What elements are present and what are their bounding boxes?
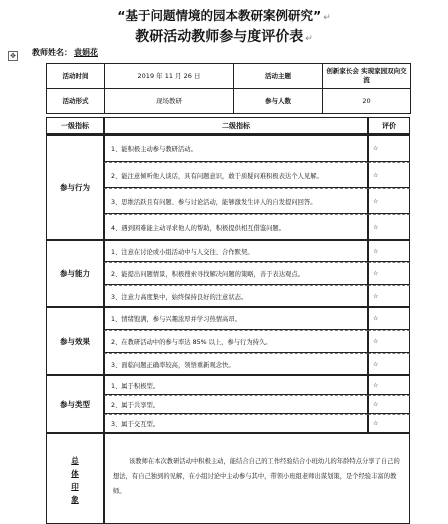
summary-label-char: 体 [71, 469, 79, 478]
rating-star-icon[interactable]: ☆ [368, 135, 410, 162]
teacher-name: 袁娟花 [74, 48, 98, 57]
form-value: 现场教研 [105, 89, 234, 114]
paragraph-mark: ↵ [305, 34, 313, 44]
indicator-item: 3、属于交互型。 [104, 414, 368, 433]
count-value: 20 [323, 89, 411, 114]
group-name: 参与行为 [46, 135, 104, 240]
table-move-handle-icon[interactable]: ✥ [8, 51, 18, 61]
summary-label-char: 总 [71, 456, 79, 465]
rating-star-icon[interactable]: ☆ [368, 353, 410, 375]
topic-value: 创新家长会 实现家园双向交流 [323, 64, 411, 89]
time-label: 活动时间 [47, 64, 105, 89]
indicator-item: 3、面临问题正确率较高，领悟重新观念快。 [104, 353, 368, 375]
topic-label: 活动主题 [234, 64, 323, 89]
indicator-item: 1、情绪饱满，参与兴趣浓厚并学习热情高昂。 [104, 307, 368, 330]
indicator-item: 2、在教研活动中的参与率达 85% 以上，参与行为持久。 [104, 330, 368, 353]
header-level2: 二级指标 [104, 117, 368, 135]
indicator-item: 2、能注意倾听他人谈话，具有问题意识，敢于质疑问难积极表达个人见解。 [104, 162, 368, 188]
indicator-item: 3、注意力高度集中，始终保持良好的注意状态。 [104, 285, 368, 307]
rating-star-icon[interactable]: ☆ [368, 214, 410, 240]
rating-star-icon[interactable]: ☆ [368, 262, 410, 285]
header-level1: 一级指标 [46, 117, 104, 135]
activity-info-table [46, 63, 411, 114]
teacher-label: 教师姓名： [32, 48, 72, 57]
rating-star-icon[interactable]: ☆ [368, 162, 410, 188]
indicator-item: 4、遇到困难能主动寻求他人的帮助，积极提供相互借鉴问题。 [104, 214, 368, 240]
indicator-item: 1、属于积极型。 [104, 375, 368, 395]
document-subtitle: 教研活动教师参与度评价表 ↵ [135, 29, 313, 45]
document-title: “基于问题情境的园本教研案例研究” ↵ [117, 8, 331, 23]
count-label: 参与人数 [234, 89, 323, 114]
summary-text: 该教师在本次教研活动中积极主动，能结合自己的工作经验结合小班幼儿的年龄特点分享了自己的想法，有自己独到的见解，在小组讨论中主动参与其中，带领小班组老师出谋划策，是个经验丰富的教师。 [104, 433, 410, 524]
rating-star-icon[interactable]: ☆ [368, 188, 410, 214]
rating-star-icon[interactable]: ☆ [368, 330, 410, 353]
rating-star-icon[interactable]: ☆ [368, 285, 410, 307]
indicator-item: 2、能提出问题情景，积极搜索寻找解决问题的策略，善于表达观点。 [104, 262, 368, 285]
rating-star-icon[interactable]: ☆ [368, 395, 410, 414]
group-name: 参与能力 [46, 240, 104, 307]
time-value: 2019 年 11 月 26 日 [105, 64, 234, 89]
teacher-name-line [32, 47, 98, 58]
group-name: 参与效果 [46, 307, 104, 375]
summary-label [46, 433, 104, 524]
summary-label-char: 印 [71, 482, 79, 491]
indicator-item: 3、思维活跃且有问题、参与讨论活动，能够激发生评人的自发提问回答。 [104, 188, 368, 214]
rating-star-icon[interactable]: ☆ [368, 240, 410, 262]
paragraph-mark: ↵ [323, 13, 331, 23]
form-label: 活动形式 [47, 89, 105, 114]
rating-star-icon[interactable]: ☆ [368, 375, 410, 395]
indicator-item: 2、属于共享型。 [104, 395, 368, 414]
indicator-item: 1、能积极主动参与教研活动。 [104, 135, 368, 162]
group-name: 参与类型 [46, 375, 104, 433]
rating-star-icon[interactable]: ☆ [368, 307, 410, 330]
rating-star-icon[interactable]: ☆ [368, 414, 410, 433]
indicator-item: 1、注意在讨论或小组活动中与人交往、合作默契。 [104, 240, 368, 262]
summary-label-char: 象 [71, 495, 79, 504]
header-rating: 评价 [368, 117, 410, 135]
